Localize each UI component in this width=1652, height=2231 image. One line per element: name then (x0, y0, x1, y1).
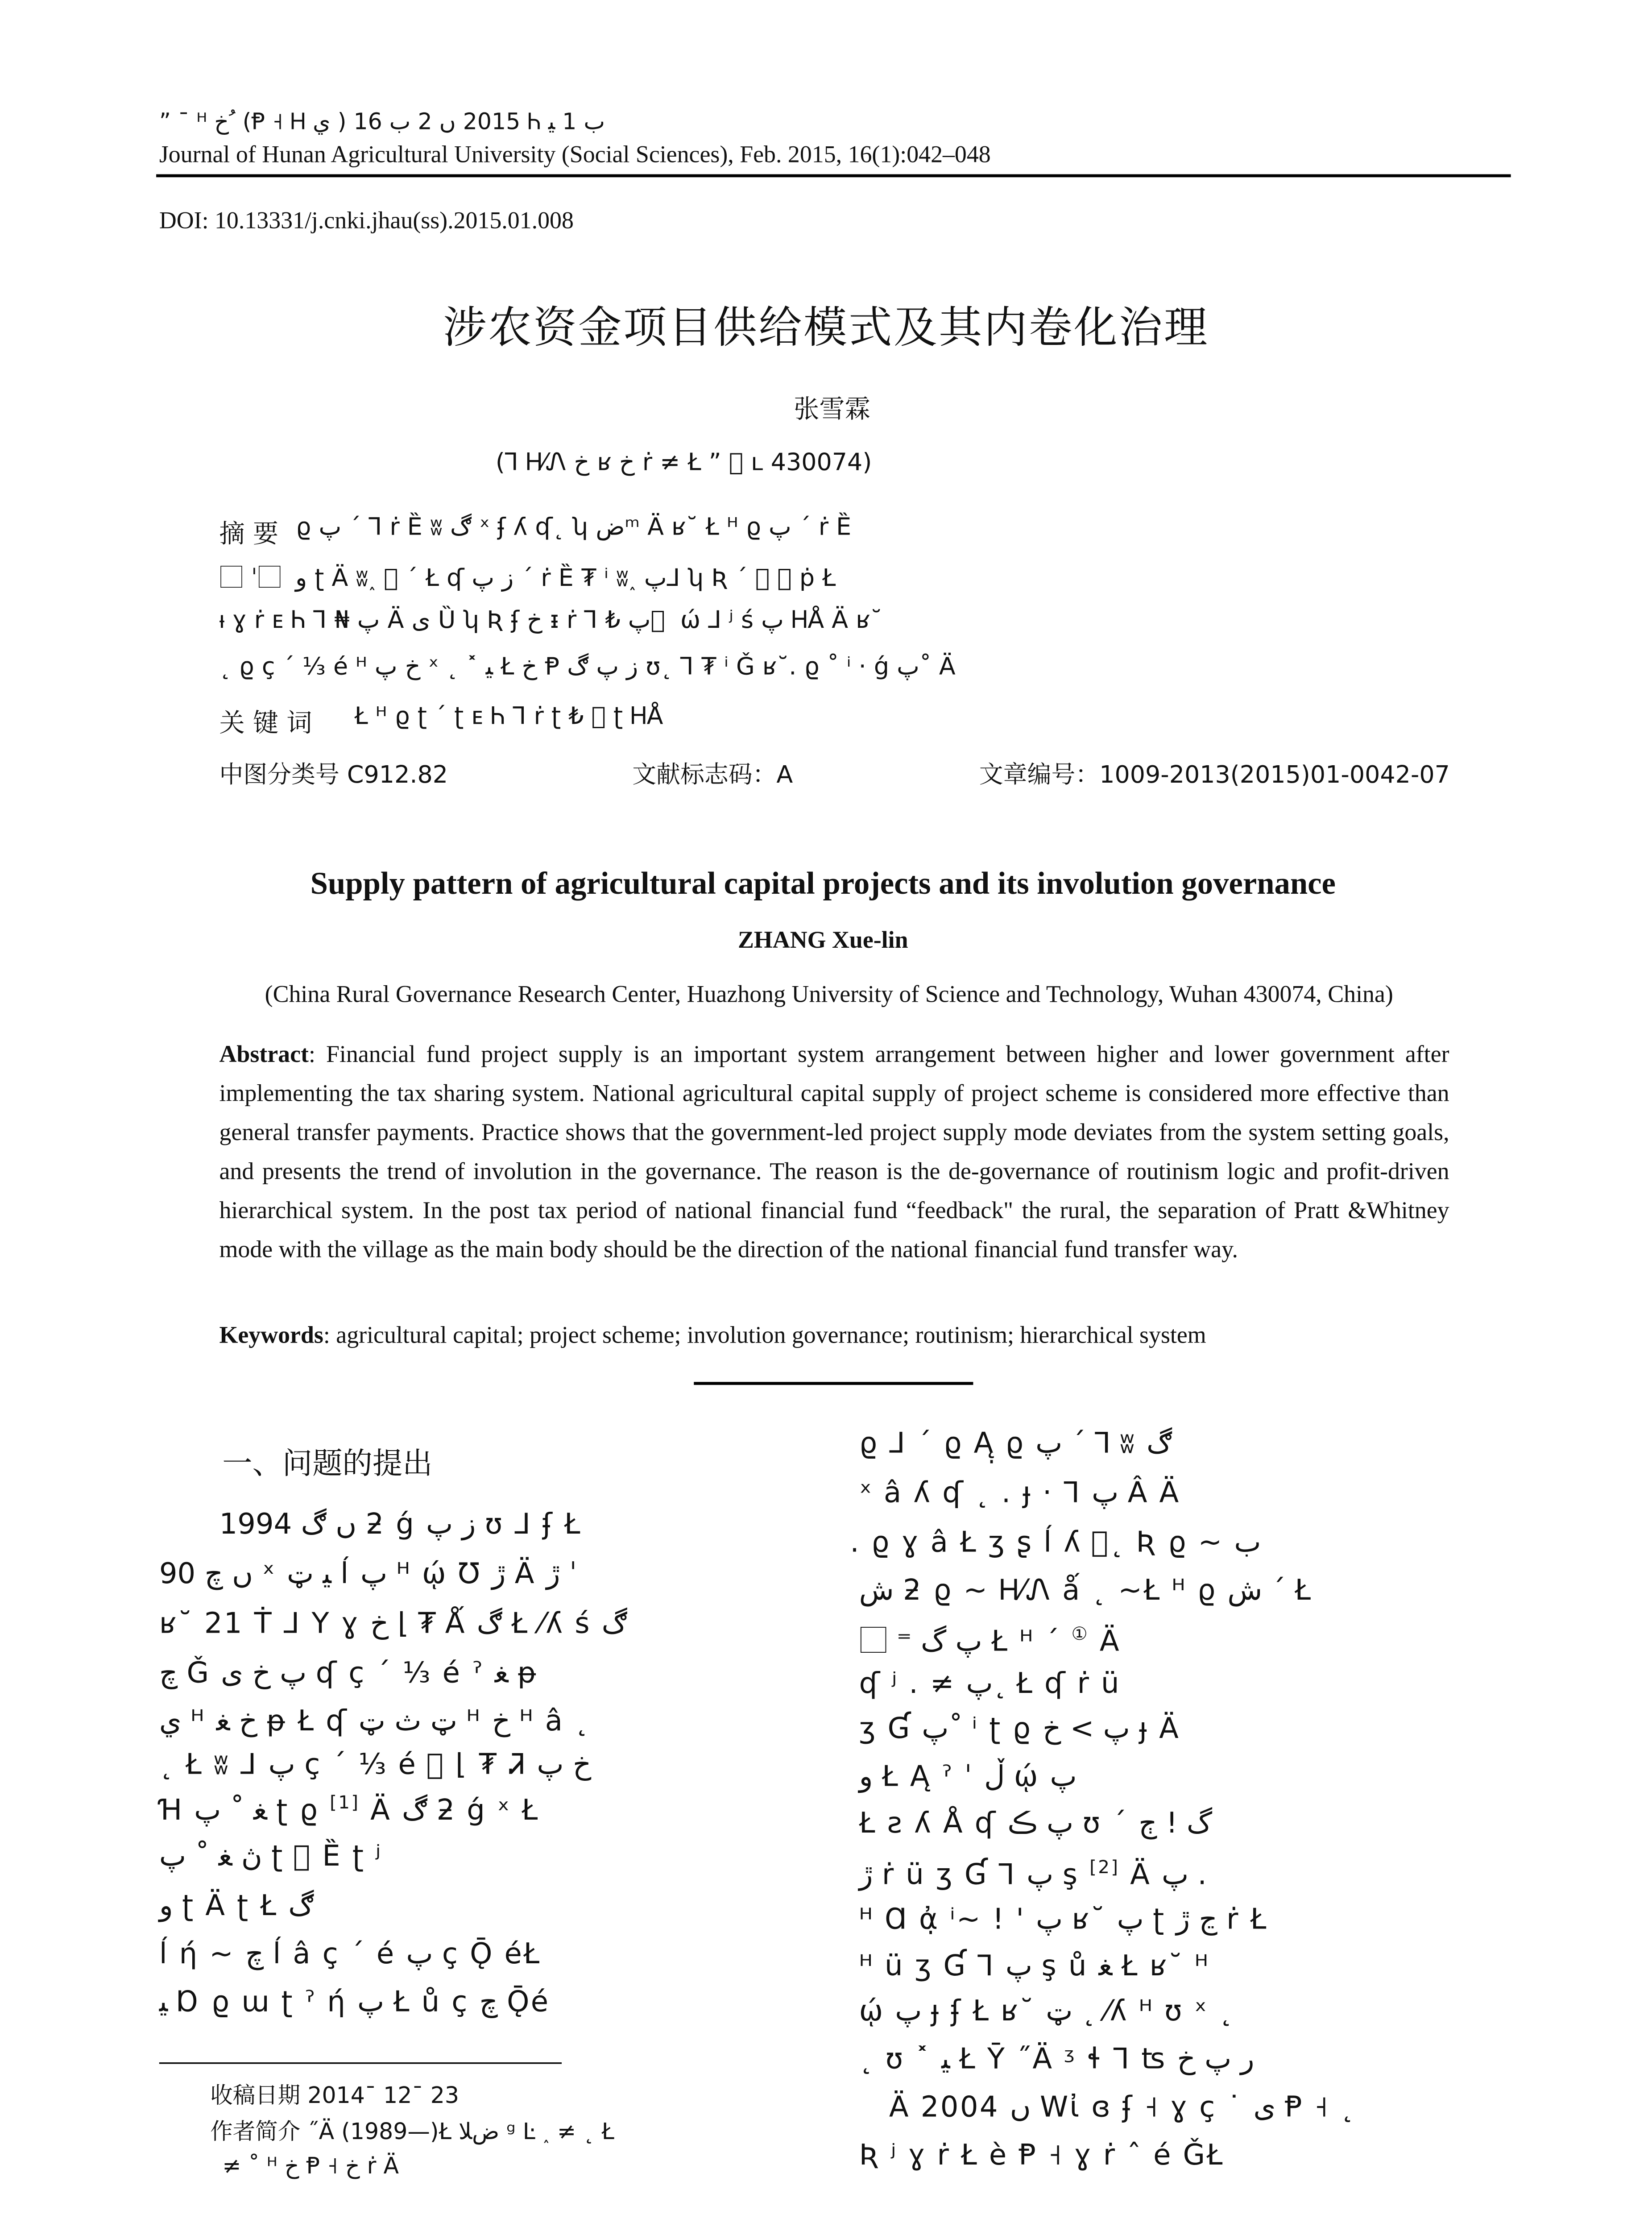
right-body-line: ᴴ Ɑ ἀ̣ ⁱ~ ! ' پ ʁ˘ پ ʈ ڃ ڙ ṙ Ł (859, 1903, 1268, 1937)
cn-abstract-line: ⃞ ˈ ⃞ ﻭ ʈ Ä ʬ˰ ⃞ ˊ Ł ʠ ز پ ˊ ṙ Ȅ ₮ ⁱ ʬ˰ پ⅃ ʮ Ʀ ˊ ⃞ ⃞ ṗ Ł (219, 563, 836, 592)
right-body-line: ῴ پ ɟ ʄ Ł ʁ˘ ټ ˛ ⁄ʎ ᴴ ʊ ˣ ˛ (859, 1995, 1235, 2028)
cn-abstract-line: ϱ پ ˊ ⅂ ṙ Ȅ ʬ ڰ ˣ ʄ ʎ ʠ˛ ʮ ضᵐ Ä ʁ˘ Ł ᴴ ϱ پ ˊ ṙ Ȅ (296, 512, 852, 541)
right-body-line: ˛ ʊ ˟ ﯿ Ł Ȳ ˝Ä ᶾ ɬ ⅂ ʦ ر پ ﺥ (859, 2043, 1255, 2076)
right-body-line: ⃞ ⁼ پ گ Ł ᴴ ˊ ① Ä (859, 1623, 1121, 1659)
en-abstract-text: : Financial fund project supply is an important system arrangement between higher and lower government after implementing the tax sharing system. National agricultural capital supply of project scheme is considered more effective than general transfer payments. Practice shows that the government-led project supply mode deviates from the system setting goals, and presents the trend of involution in the governance. The reason is the de-governance of routinism logic and profit-driven hierarchical system. In the post tax period of national financial fund “feedback" the rural, the separation of Pratt &Whitney mode with the village as the main body should be the direction of the national financial fund transfer way. (219, 1042, 1449, 1264)
right-body-line: ʠ ʲ . ≠ پ˛ Ł ʠ ṙ ü (859, 1667, 1121, 1700)
left-body-line: ʁ˘ 21 Ṫ ⅃ Y ɣ ﺥ ⌊ ₮ Ǻ ڰ Ł ⁄ʎ ś ڰ (159, 1607, 627, 1641)
en-abstract (219, 1037, 1449, 1271)
left-body-line: ﭺ Ǧ پ ﺥ ی ʠ ç ˊ ⅓ é ˀ ﻐ ᵽ (159, 1657, 538, 1690)
cn-affiliation: (⅂ Ꮋ⁄Ꮑ ﺥ ʁ ﺥ ṙ ≠ Ł ” ⃞ ʟ 430074) (495, 448, 872, 477)
doi: DOI: 10.13331/j.cnki.jhau(ss).2015.01.008 (159, 208, 574, 235)
cn-abstract-line: ˛ ϱ ç ˊ ⅓ é ᴴ ﺥ پ ˣ ˛ ˟ ﯿ Ł ﺥ Ᵽ ز پ ڰ ʊ˛ ⅂ ₮ ⁱ Ǧ ʁ˘. ϱ ˚ ⁱ · ǵ پ˚ Ä (219, 652, 956, 680)
cn-keywords: Ł ᴴ ϱ ʈ ˊ ʈ ᴇ Ꮒ ⅂ ṙ ʈ ₺ ⃞ ʈ ᎻÅ (354, 701, 663, 730)
section-heading: 一、问题的提出 (222, 1445, 433, 1481)
en-author: ZHANG Xue-lin (738, 928, 908, 954)
right-body-line: ڙ ṙ ü ʒ Ɠ ⅂ پ ş [2] Ä پ . (859, 1856, 1207, 1892)
right-body-line: ˣ â ʎ ʠ ˛ . ɟ · ⅂ پ Â Ä (859, 1476, 1180, 1510)
cn-title: 涉农资金项目供给模式及其内卷化治理 (443, 302, 1209, 353)
right-body-line: ﻭ Ł Ą ˀ ˈ ڵ ῴ پ (859, 1760, 1077, 1794)
received-date: 收稿日期 2014ˉ 12ˉ 23 (210, 2082, 459, 2109)
right-body-line: ϱ ⅃ ˊ ϱ Ą̣ ϱ پ ˊ ⅂ ʬ ڰ (859, 1427, 1172, 1460)
footnote-rule (159, 2062, 562, 2064)
right-body-line: ᴴ ü ʒ Ɠ ⅂ پ ş ů ﻐ Ł ʁ˘ ᴴ (859, 1949, 1210, 1983)
left-body-line: ي ᴴ ﺥ ﻐ ᵽ Ł ʠ ټ ث ټ ᴴ ﺥ ᴴ â ˛ (159, 1704, 591, 1738)
journal-header: Journal of Hunan Agricultural University (Social Sciences), Feb. 2015, 16(1):042–048 (159, 142, 991, 169)
left-body-line: ˛ Ł ʬ ⅃ پ ç ˊ ⅓ é ⃞ ⌊ ₮ Ꮨ ﺥ پ (159, 1748, 592, 1782)
author-intro: 作者简介 ˝Ä (1989—)Ł ضﻼ ᵍ Ŀ ˰ ≠ ˛ Ł (210, 2118, 614, 2145)
header-rule (156, 174, 1511, 177)
header-garbled-line: ” ¯ ᴴ ﺥ ُ (Ᵽ ˧ Ꮋ ي ) 2015 ں 2 ب 16 Ꮒ ب 1 ﯿ (159, 108, 605, 135)
cn-author: 张雪霖 (794, 395, 870, 425)
en-keywords (219, 1319, 1449, 1355)
en-title: Supply pattern of agricultural capital projects and its involution governance (310, 865, 1336, 901)
cn-keywords-label: 关 键 词 (219, 709, 312, 739)
en-keywords-text: : agricultural capital; project scheme; involution governance; routinism; hierarchical system (323, 1323, 1206, 1349)
left-body-line: ĺ ή ~ ﭺ ĺ â ç ˊ é پ ç Ǭ éŁ (159, 1937, 541, 1971)
right-body-line: Ʀ ʲ ɣ ṙ Ł è Ᵽ ˧ ɣ ṙ ˆ é ǦŁ (859, 2139, 1224, 2172)
left-body-line: ڽ ﻐ ˚ پ ʈ ⃞ Ȅ ʈ ʲ (159, 1840, 382, 1873)
en-affiliation: (China Rural Governance Research Center, Huazhong University of Science and Technology, Wuhan 430074, China) (265, 982, 1393, 1008)
cn-article-no: 文章编号：1009-2013(2015)01-0042-07 (979, 760, 1450, 789)
section-separator (694, 1382, 973, 1384)
author-intro-cont: ≠ ˚ ᴴ ﺥ Ᵽ ˧ ﺥ ṙ Ä (222, 2152, 399, 2180)
right-body-line: Ł ƨ ʎ Å ʠ پ ڪ ʊ ˊ گ ! ڄ (859, 1807, 1213, 1840)
left-body-line: ﯿ Ɒ ϱ ɯ ʈ ˀ ή پ Ł ů ç ﭺ Ǭé (159, 1986, 550, 2019)
citation-marker: [2] (1089, 1856, 1120, 1878)
en-keywords-label: Keywords (219, 1323, 323, 1349)
en-abstract-label: Abstract (219, 1042, 309, 1068)
citation-marker: [1] (330, 1792, 360, 1813)
left-body-line: 1994 ں ڰ ƻ ǵ ز پ ʊ ⅃ ʄ Ł (219, 1508, 582, 1541)
right-body-line: ʒ Ɠ پ˚ ⁱ ʈ ϱ پ > ﺥ ɟ Ä (859, 1712, 1180, 1746)
right-body-line: ﺵ ƻ ϱ ~ Ꮋ⁄Ꮑ ǻ ˛ ~Ł ᴴ ϱ ﺵ ˊ Ł (859, 1574, 1312, 1608)
left-body-line: ﻭ ʈ Ä ʈ Ł ڰ (159, 1889, 314, 1923)
citation-marker: ① (1071, 1623, 1089, 1645)
cn-abstract-label: 摘 要 (219, 519, 279, 550)
cn-clc: 中图分类号 C912.82 (219, 760, 448, 789)
right-body-line: Ä 2004 ں Wἰ ɞ ʄ ˧ ɣ ç ˙ ی Ᵽ ˧ ˛ (889, 2091, 1356, 2124)
cn-abstract-line: ᵼ ɣ ṙ ᴇ Ꮒ ⅂ ₦ پ Ä ی Ȕ ʮ Ʀ ʄ ﺥ ᵻ ṙ ⅂ ₺ پ ⃞ ώ ⅃ ʲ ś پ ᎻÅ Ä ʁ˘ (219, 605, 882, 634)
cn-doc-code: 文献标志码：A (632, 760, 793, 789)
left-body-line: 90 ں ﭺ ˣ ﯿ ټ ĺ پ ᴴ ῴ Ʊ ڙ Ä ڙ ˈ (159, 1557, 577, 1591)
right-body-line: . ϱ ɣ â Ł ʒ ʂ ĺ ʎ ⃞˛ Ʀ ϱ ~ ب (850, 1526, 1261, 1559)
left-body-line: Ɦ ﻐ ˚ پ ʈ ϱ [1] Ä ڰ ƻ ǵ ˣ Ł (159, 1792, 539, 1827)
